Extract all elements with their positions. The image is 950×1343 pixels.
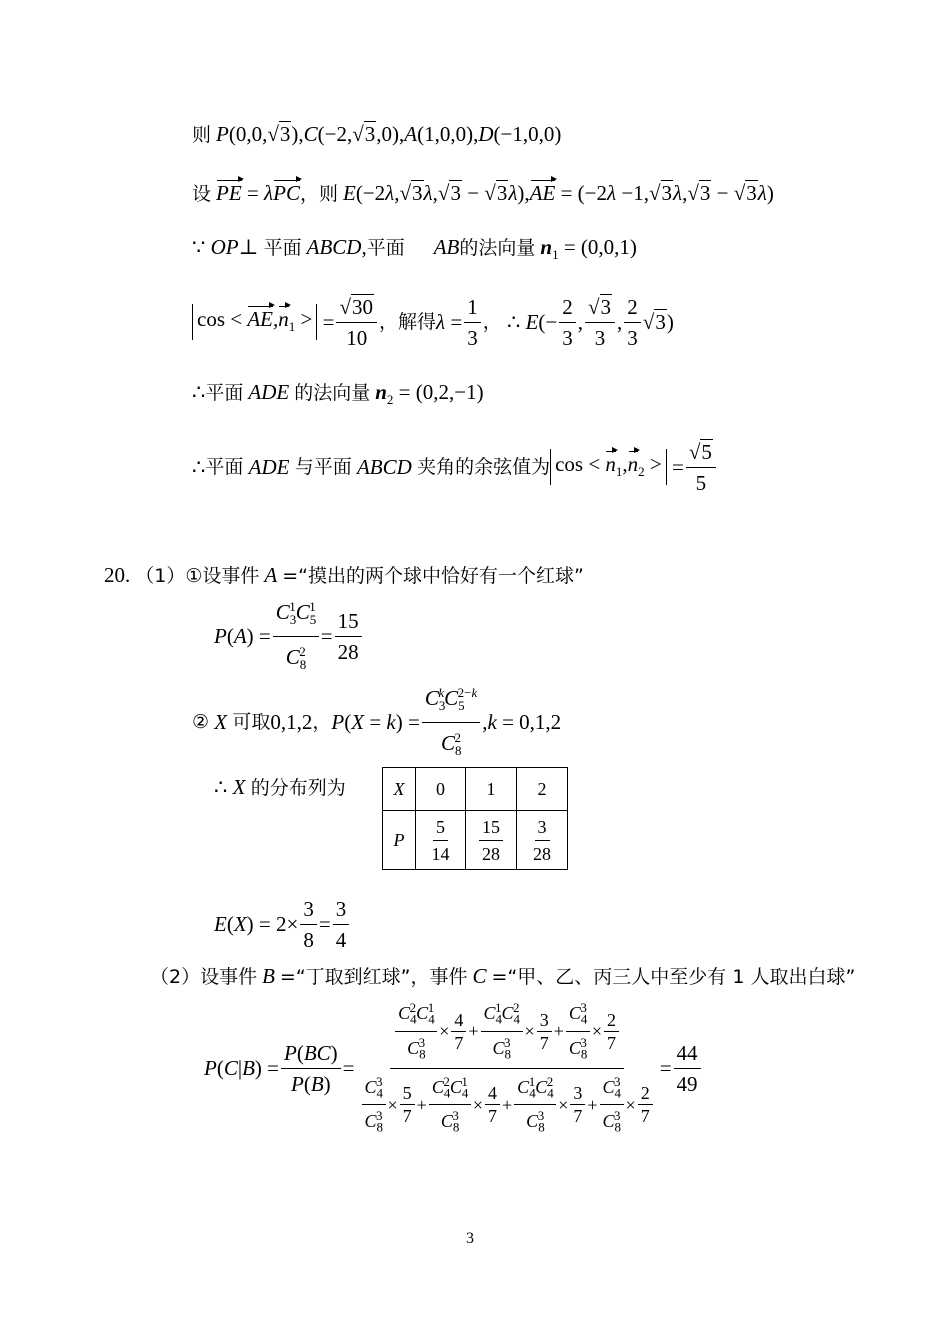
text-normal: 的法向量 — [459, 237, 536, 259]
text-yu-plane: 与平面 — [294, 456, 352, 478]
table-cell: $\frac{15}{28}$ — [466, 811, 517, 870]
q20-event: =“摸出的两个球中恰好有一个红球” — [282, 565, 584, 587]
formula-ex: E(X) = 2× $\frac{3}{8}$ = $\frac{3}{4}$ — [214, 893, 351, 955]
q2-event-b: =“丁取到红球”，事件 — [279, 966, 468, 988]
table-header-row — [383, 768, 568, 811]
q20-heading: 20. （1）①设事件 A =“摸出的两个球中恰好有一个红球” — [104, 563, 584, 587]
table-header-0: 0 — [416, 768, 466, 811]
table-cell: $\frac{5}{14}$ — [416, 811, 466, 870]
line-op-perp: ∵ OP⊥ 平面 ABCD,平面 AB的法向量 $n_1 = (0,0,1)$ — [192, 235, 637, 263]
text-ze2: ，则 — [299, 183, 338, 205]
line-normal-ade: ∴平面 ADE 的法向量 $n_2 = (0,2,-1)$ — [192, 380, 484, 408]
text-plane-ade: 平面 — [205, 382, 244, 404]
text-fenbulie: 的分布列为 — [250, 777, 346, 799]
line-dihedral-cos: ∴ 平面 ADE 与平面 ABCD 夹角的余弦值为 $\cos < n_1,n_2$ > = $\frac{√5}{5}$ — [192, 438, 718, 496]
text-plane: 平面 — [263, 237, 302, 259]
q2-part: （2）设事件 — [150, 966, 258, 988]
text-ze: 则 — [192, 124, 212, 146]
line-coordinates: 则 P(0,0,√3),C(−2,√3,0),A(1,0,0),D(−1,0,0) — [192, 122, 562, 146]
text-jiede: ，解得 — [378, 311, 436, 333]
formula-pa: P(A) = $\frac{C_3^1C_5^1}{C_8^2}$ = $\frac{15}{28}$ — [214, 604, 364, 668]
table-prob-row — [383, 811, 568, 870]
table-header-2: 2 — [517, 768, 568, 811]
q20-part1: （1）①设事件 — [135, 565, 260, 587]
formula-pcb: P(C|B) = $\frac{P(BC)}{P(B)}$ = $\frac{C_4^2C_4^1}{C_8^3}$ × $\frac{4}{7}$ + $\frac{C_4^1C_4^2}{C_8^3}$ × $\frac{3}{7}$ + $\frac{C_4^3}{C_8^3}$ × $\frac{2}{7}$ $\frac{C_4^3}{C_8^3}$ × $\frac{5}{7}$ + $\frac{C_4^2C_4^1}{C_8^3}$ × $\frac{4}{7}$ + $\frac{C_4^1C_4^2}{C_8^3}$ × $\frac{3}{7}$ + $\frac{C_4^3}{C_8^3}$ × $\frac{2}{7}$ = $\frac{44}{49}$ — [204, 1006, 703, 1130]
circ2: ② — [192, 711, 210, 733]
text-de-faxiangliang: 的法向量 — [294, 382, 371, 404]
formula-px: ② X 可取 0,1,2 ， P(X = k) = $\frac{C_3^kC_5^{2-k}}{C_8^2}$ ,k = 0,1,2 — [192, 690, 561, 754]
line-set-pe: 设 PE = λPC，则 E(−2λ,√3λ,√3 − √3λ),AE = (−2λ −1,√3λ,√3 − √3λ) — [192, 178, 774, 206]
distribution-table — [382, 767, 568, 870]
dist-intro: ∴ X 的分布列为 — [214, 775, 346, 799]
page-number: 3 — [466, 1230, 474, 1247]
text-jiajiao: 夹角的余弦值为 — [417, 456, 551, 478]
table-header-x: X — [383, 768, 416, 811]
text-plane2: 平面 — [366, 237, 405, 259]
text-kequ: 可取 — [232, 711, 271, 733]
q2-event-c: =“甲、乙、丙三人中至少有 1 人取出白球” — [491, 966, 856, 988]
table-cell: $\frac{3}{28}$ — [517, 811, 568, 870]
text-she: 设 — [192, 183, 212, 205]
table-header-1: 1 — [466, 768, 517, 811]
line-cos-ae: $\cos < AE,n_1$ > = $\frac{√30}{10}$ ，解得 λ = $\frac{1}{3}$ ， ∴ E(− $\frac{2}{3}$ , $\frac{√3}{3}$ , $\frac{2}{3}$ √3) — [192, 294, 674, 350]
table-row-label: P — [383, 811, 416, 870]
q20-part2: （2）设事件 B =“丁取到红球”，事件 C =“甲、乙、丙三人中至少有 1 人取出白球” — [150, 964, 856, 988]
q20-number: 20. — [104, 563, 131, 587]
